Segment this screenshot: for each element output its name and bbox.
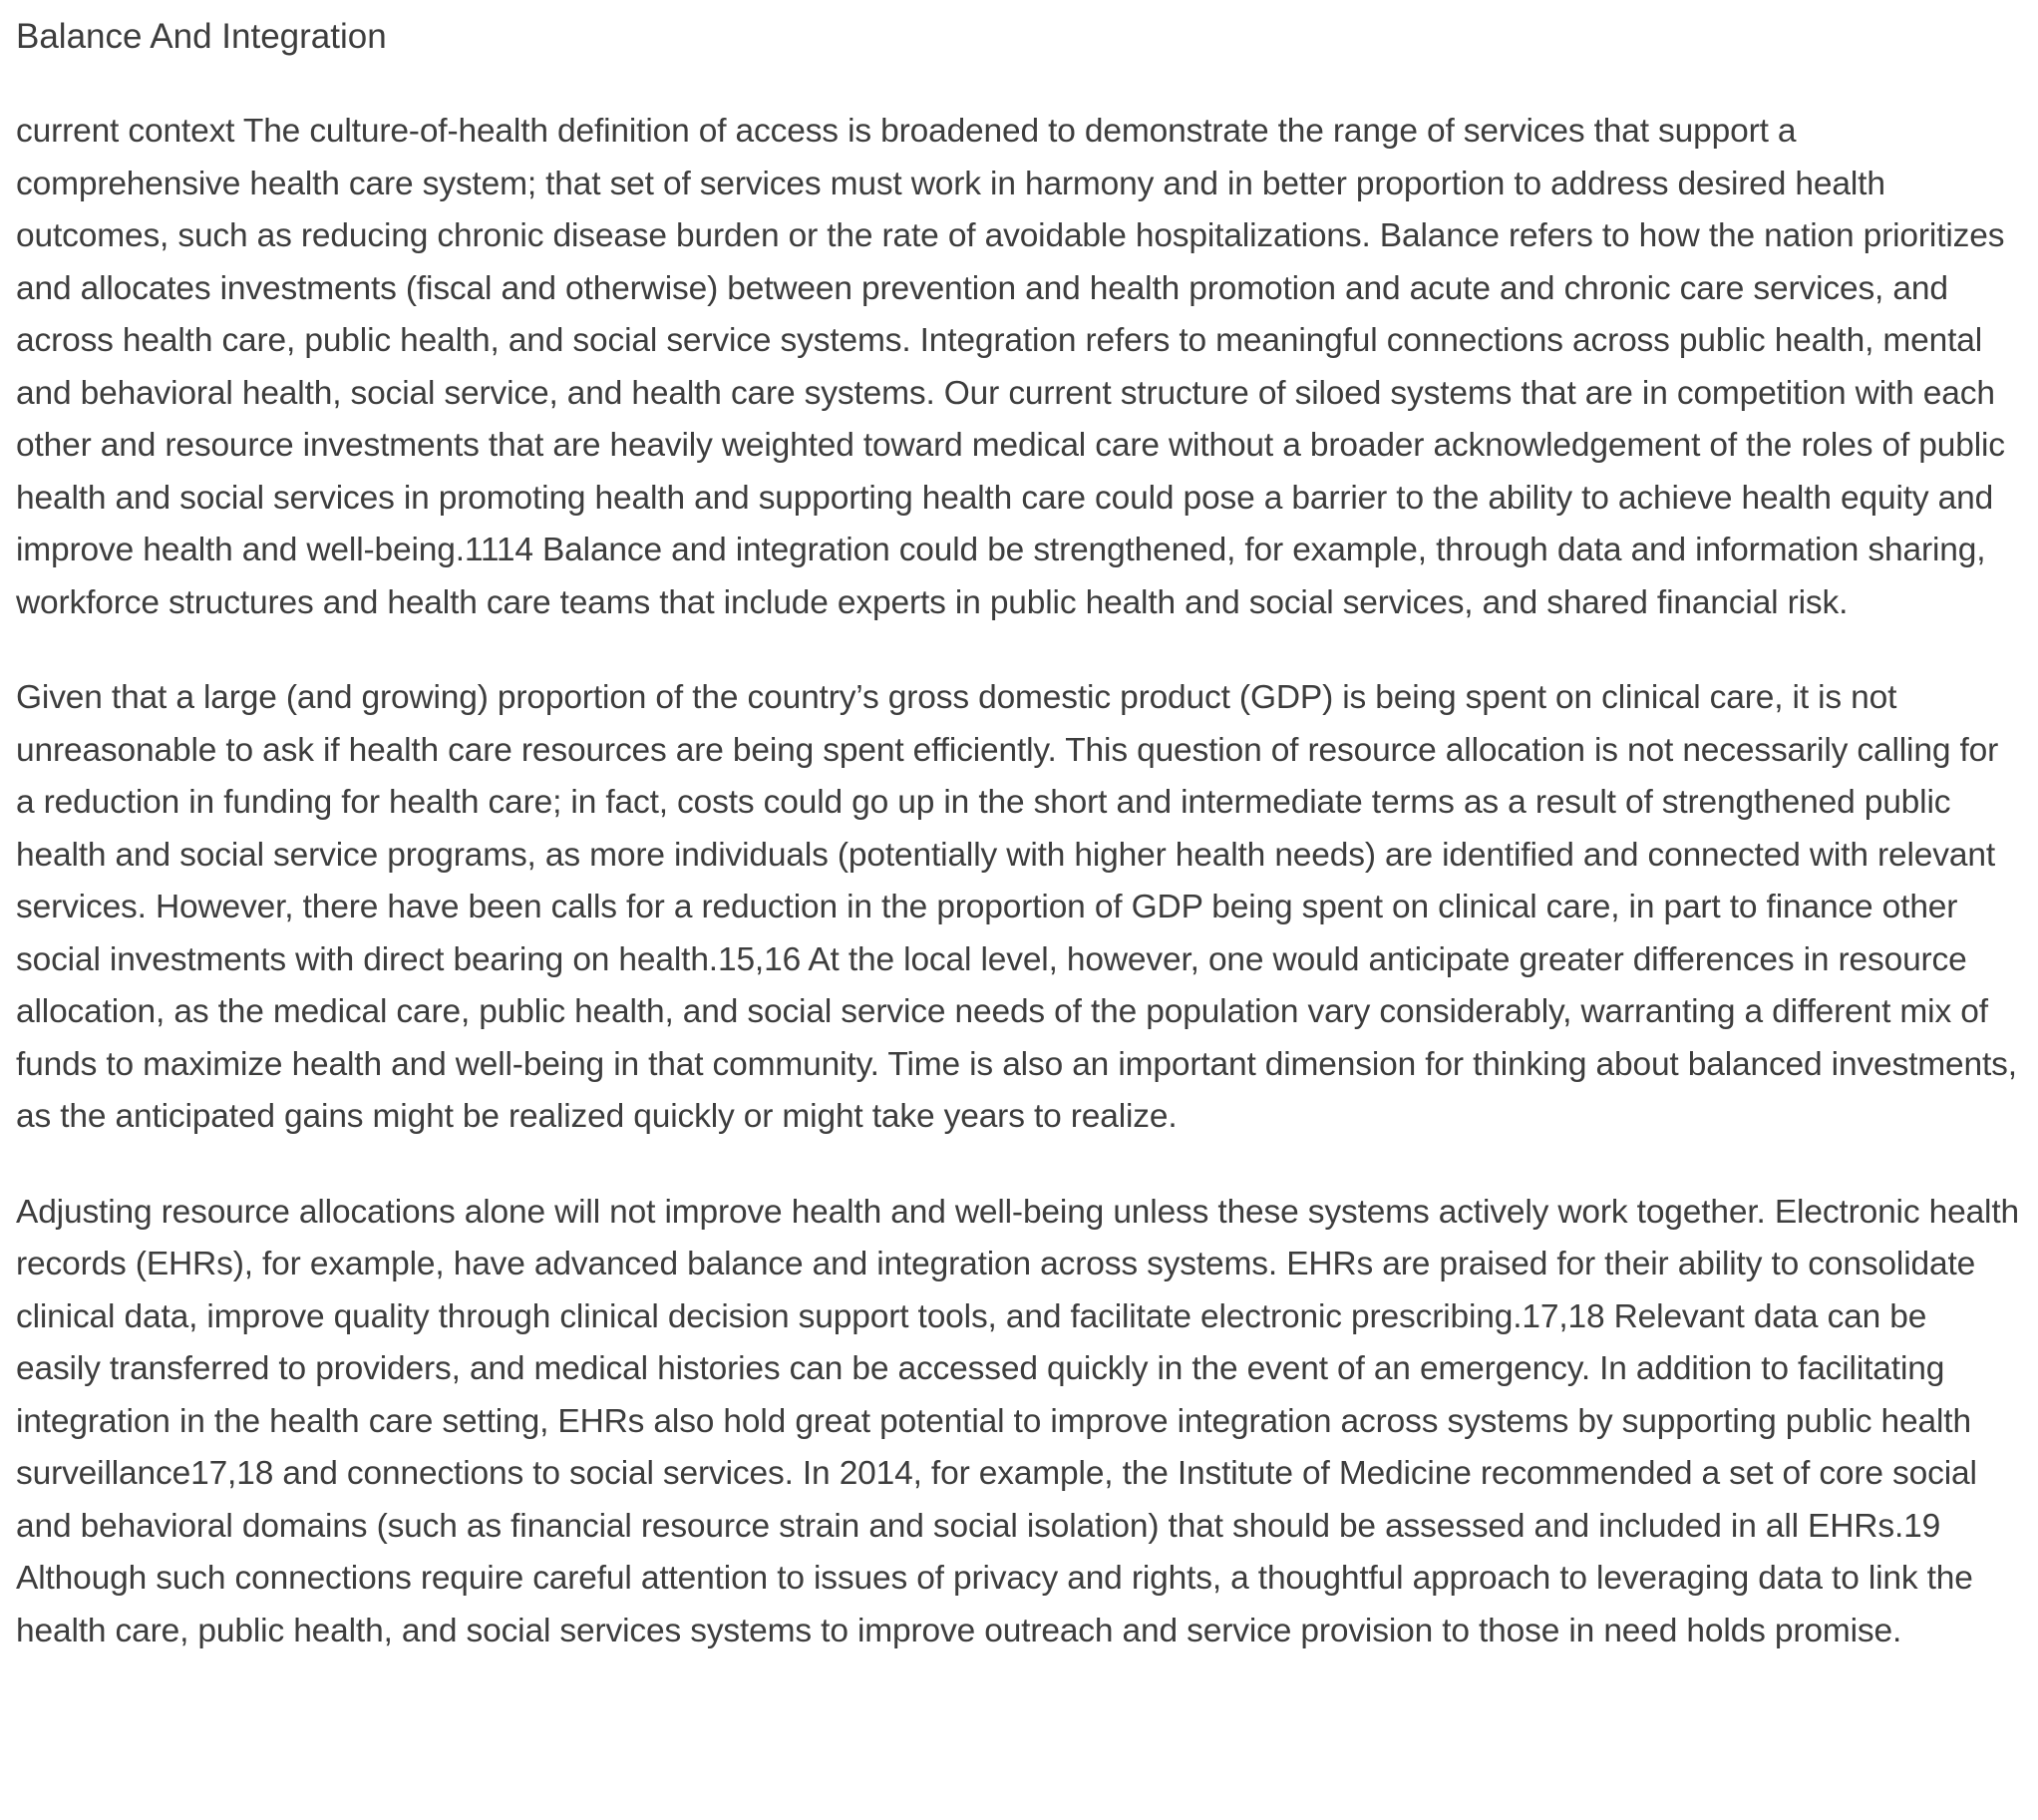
article-paragraph-3: Adjusting resource allocations alone will not improve health and well-being unless these systems actively work together. Electronic health records (EHRs), for example, have advanced balance and integration across systems. EHRs are praised for their ability to consolidate clinical data, improve quality through clinical decision support tools, and facilitate electronic prescribing.17,18 Relevant data can be easily transferred to providers, and medical histories can be accessed quickly in the event of an emergency. In addition to facilitating integration in the health care setting, EHRs also hold great potential to improve integration across systems by supporting public health surveillance17,18 and connections to social services. In 2014, for example, the Institute of Medicine recommended a set of core social and behavioral domains (such as financial resource strain and social isolation) that should be assessed and included in all EHRs.19 Although such connections require careful attention to issues of privacy and rights, a thoughtful approach to leveraging data to link the health care, public health, and social services systems to improve outreach and service provision to those in need holds promise. bbox=[16, 1193, 2019, 1649]
article bbox=[16, 0, 2020, 1657]
article-paragraph-2: Given that a large (and growing) proportion of the country’s gross domestic product (GDP) is being spent on clinical care, it is not unreasonable to ask if health care resources are being spent efficiently. This question of resource allocation is not necessarily calling for a reduction in funding for health care; in fact, costs could go up in the short and intermediate terms as a result of strengthened public health and social service programs, as more individuals (potentially with higher health needs) are identified and connected with relevant services. However, there have been calls for a reduction in the proportion of GDP being spent on clinical care, in part to finance other social investments with direct bearing on health.15,16 At the local level, however, one would anticipate greater differences in resource allocation, as the medical care, public health, and social service needs of the population vary considerably, warranting a different mix of funds to maximize health and well-being in that community. Time is also an important dimension for thinking about balanced investments, as the anticipated gains might be realized quickly or might take years to realize. bbox=[16, 679, 2017, 1135]
article-paragraph-1: current context The culture-of-health definition of access is broadened to demonstrate the range of services that support a comprehensive health care system; that set of services must work in harmony and in better proportion to address desired health outcomes, such as reducing chronic disease burden or the rate of avoidable hospitalizations. Balance refers to how the nation prioritizes and allocates investments (fiscal and otherwise) between prevention and health promotion and acute and chronic care services, and across health care, public health, and social service systems. Integration refers to meaningful connections across public health, mental and behavioral health, social service, and health care systems. Our current structure of siloed systems that are in competition with each other and resource investments that are heavily weighted toward medical care without a broader acknowledgement of the roles of public health and social services in promoting health and supporting health care could pose a barrier to the ability to achieve health equity and improve health and well-being.1114 Balance and integration could be strengthened, for example, through data and information sharing, workforce structures and health care teams that include experts in public health and social services, and shared financial risk. bbox=[16, 113, 2005, 621]
article-title: Balance And Integration bbox=[16, 17, 387, 56]
